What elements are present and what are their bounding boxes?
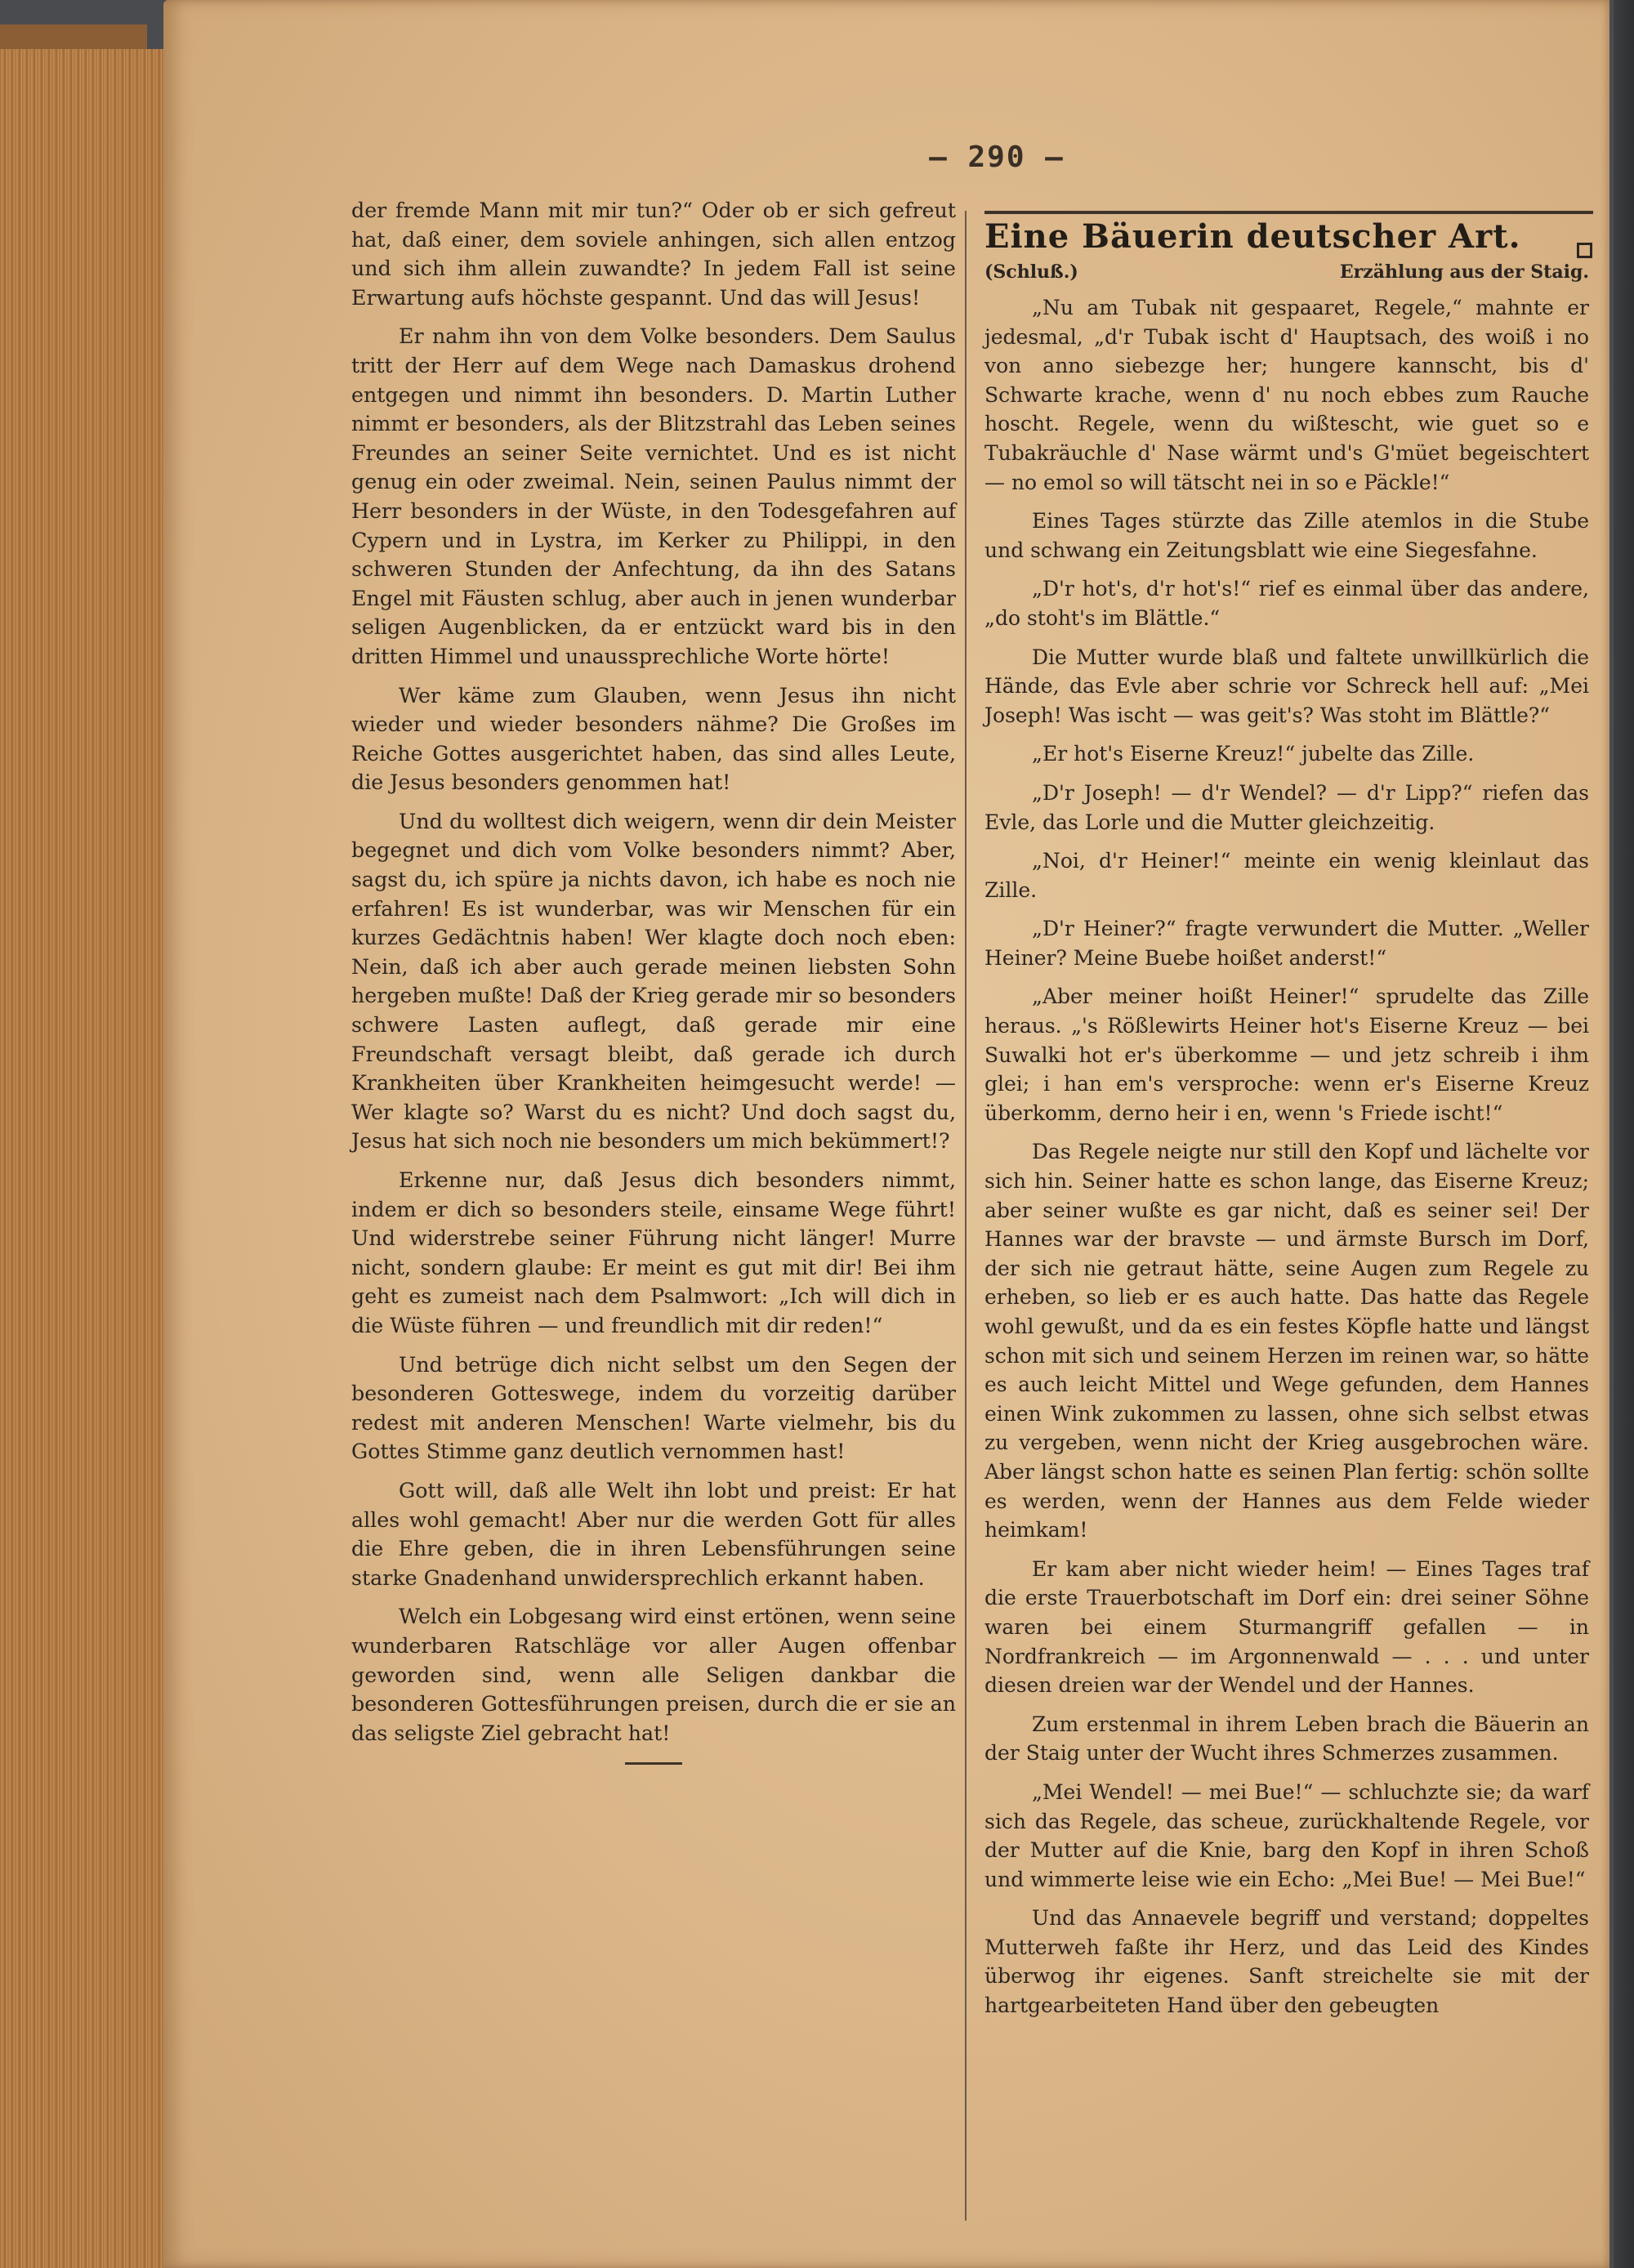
paragraph: „Noi, d'r Heiner!“ meinte ein wenig kleinlaut das Zille.: [984, 849, 1589, 902]
book-page-edges: [0, 49, 190, 2268]
paragraph: „D'r Joseph! — d'r Wendel? — d'r Lipp?“ riefen das Evle, das Lorle und die Mutter gleichzeitig.: [984, 780, 1589, 834]
page-number: — 290 —: [929, 141, 1065, 174]
paragraph: „Aber meiner hoißt Heiner!“ sprudelte das Zille heraus. „'s Rößlewirts Heiner hot's Eiserne Kreuz — bei Suwalki hot er's überkomme — und jetz schreib i ihm glei; i han em's versproche: wenn er's Eiserne Kreuz überkomm, derno heir i en, wenn 's Friede ischt!“: [984, 984, 1589, 1125]
paragraph: „D'r hot's, d'r hot's!“ rief es einmal über das andere, „do stoht's im Blättle.“: [984, 577, 1589, 630]
paragraph: Das Regele neigte nur still den Kopf und lächelte vor sich hin. Seiner hatte es schon lange, das Eiserne Kreuz; aber seiner wußte es gar nicht, daß es seiner sei! Der Hannes war der bravste — und ärmste Bursch im Dorf, der sich nie getraut hätte, seine Augen zum Regele zu erheben, so lieb er es auch hatte. Das hatte das Regele wohl gewußt, und da es ein festes Köpfle hatte und längst schon mit sich und seinem Herzen im reinen war, so hätte es auch leicht Mittel und Wege gefunden, dem Hannes einen Wink zukommen zu lassen, ohne sich selbst etwas zu vergeben, wenn nicht der Krieg ausgebrochen wäre. Aber längst schon hatte es seinen Plan fertig: schön sollte es werden, wenn der Hannes aus dem Felde wieder heimkam!: [984, 1140, 1589, 1543]
paragraph: „Nu am Tubak nit gespaaret, Regele,“ mahnte er jedesmal, „d'r Tubak ischt d' Hauptsach, des woiß i no von anno siebezge her; hungere kannscht, bis d' Schwarte krache, wenn d' nu noch ebbes zum Rauche hoscht. Regele, wenn du wißtescht, wie guet so e Tubakräuchle d' Nase wärmt und's G'müet begeischtert — no emol so will tätscht nei in so e Päckle!“: [984, 296, 1589, 494]
paragraph: Welch ein Lobgesang wird einst ertönen, wenn seine wunderbaren Ratschläge vor aller Augen offenbar geworden sind, wenn alle Seligen dankbar die besonderen Gottesführungen preisen, durch die er sie an das seligste Ziel gebracht hat!: [351, 1605, 956, 1745]
story-label: Erzählung aus der Staig.: [1339, 261, 1589, 283]
paragraph: Die Mutter wurde blaß und faltete unwillkürlich die Hände, das Evle aber schrie vor Schreck hell auf: „Mei Joseph! Was ischt — was geit's? Was stoht im Blättle?“: [984, 645, 1589, 727]
paragraph: Er kam aber nicht wieder heim! — Eines Tages traf die erste Trauerbotschaft im Dorf ein: drei seiner Söhne waren bei einem Sturmangriff gefallen — in Nordfrankreich — im Argonnenwald — . . . und unter diesen dreien war der Wendel und der Hannes.: [984, 1556, 1589, 1698]
background-edge: [1614, 0, 1634, 2268]
paragraph: „Er hot's Eiserne Kreuz!“ jubelte das Zille.: [1032, 742, 1475, 766]
paragraph: Eines Tages stürzte das Zille atemlos in die Stube und schwang ein Zeitungsblatt wie eine Siegesfahne.: [984, 509, 1589, 562]
paragraph: Wer käme zum Glauben, wenn Jesus ihn nicht wieder und wieder besonders nähme? Die Großes im Reiche Gottes ausgerichtet haben, das sind alles Leute, die Jesus besonders genommen hat!: [351, 683, 956, 795]
paragraph: Zum erstenmal in ihrem Leben brach die Bäuerin an der Staig unter der Wucht ihres Schmerzes zusammen.: [984, 1712, 1589, 1766]
paragraph: „D'r Heiner?“ fragte verwundert die Mutter. „Weller Heiner? Meine Buebe hoißet anderst!“: [984, 917, 1589, 970]
article-title: Eine Bäuerin deutscher Art.: [984, 217, 1521, 256]
continuation-label: (Schluß.): [984, 261, 1078, 283]
paragraph: der fremde Mann mit mir tun?“ Oder ob er sich gefreut hat, daß einer, dem soviele anhingen, sich allen entzog und sich ihm allein zuwandte? In jedem Fall ist seine Erwartung aufs höchste gespannt. Und das will Jesus!: [351, 199, 956, 310]
paragraph: Und du wolltest dich weigern, wenn dir dein Meister begegnet und dich vom Volke besonders nimmt? Aber, sagst du, ich spüre ja nichts davon, ich habe es noch nie erfahren! Es ist wunderbar, was wir Menschen für ein kurzes Gedächtnis haben! Wer klagte doch noch eben: Nein, daß ich aber auch gerade meinen liebsten Sohn hergeben mußte! Daß der Krieg gerade mir so besonders schwere Lasten auflegt, daß gerade mir eine Freundschaft versagt bleibt, daß gerade ich durch Krankheiten über Krankheiten heimgesucht werde! — Wer klagte so? Warst du es nicht? Und doch sagst du, Jesus hat sich noch nie besonders um mich bekümmert!?: [351, 809, 956, 1154]
paragraph: Erkenne nur, daß Jesus dich besonders nimmt, indem er dich so besonders steile, einsame Wege führt! Und widerstrebe seiner Führung nicht länger! Murre nicht, sondern glaube: Er meint es gut mit dir! Bei ihm geht es zumeist nach dem Psalmwort: „Ich will dich in die Wüste führen — und freundlich mit dir reden!“: [351, 1168, 956, 1337]
left-column: [351, 196, 956, 1765]
paragraph: „Mei Wendel! — mei Bue!“ — schluchzte sie; da warf sich das Regele, das scheue, zurückhaltende Regele, vor der Mutter auf die Knie, barg den Kopf in ihren Schoß und wimmerte leise wie ein Echo: „Mei Bue! — Mei Bue!“: [984, 1779, 1589, 1891]
paragraph: Gott will, daß alle Welt ihn lobt und preist: Er hat alles wohl gemacht! Aber nur die werden Gott für alles die Ehre geben, die in ihren Lebensführungen seine starke Gnadenhand unwidersprechlich erkannt haben.: [351, 1478, 956, 1590]
paragraph: Er nahm ihn von dem Volke besonders. Dem Saulus tritt der Herr auf dem Wege nach Damaskus drohend entgegen und nimmt ihn besonders. D. Martin Luther nimmt er besonders, als der Blitzstrahl das Leben seines Freundes an seiner Seite vernichtet. Und es ist nicht genug ein oder zweimal. Nein, seinen Paulus nimmt der Herr besonders in der Wüste, in den Todesgefahren auf Cypern und in Lystra, im Kerker zu Philippi, in den schweren Stunden der Anfechtung, da ihn des Satans Engel mit Fäusten schlug, aber auch in jenen wunderbar seligen Augenblicken, da er entzückt ward bis in den dritten Himmel und unaussprechliche Worte hörte!: [351, 324, 956, 668]
paragraph: Und das Annaevele begriff und verstand; doppeltes Mutterweh faßte ihr Herz, und das Leid des Kindes überwog ihr eigenes. Sanft streichelte sie mit der hartgearbeiteten Hand über den gebeugten: [984, 1906, 1589, 2018]
column-divider: [965, 211, 967, 2221]
article-top-rule: [984, 211, 1593, 214]
end-rule: [625, 1762, 682, 1765]
article-subline: [984, 259, 1589, 285]
right-column: [984, 217, 1589, 2030]
paragraph: Und betrüge dich nicht selbst um den Segen der besonderen Gotteswege, indem du vorzeitig darüber redest mit anderen Menschen! Warte vielmehr, bis du Gottes Stimme ganz deutlich vernommen hast!: [351, 1352, 956, 1464]
